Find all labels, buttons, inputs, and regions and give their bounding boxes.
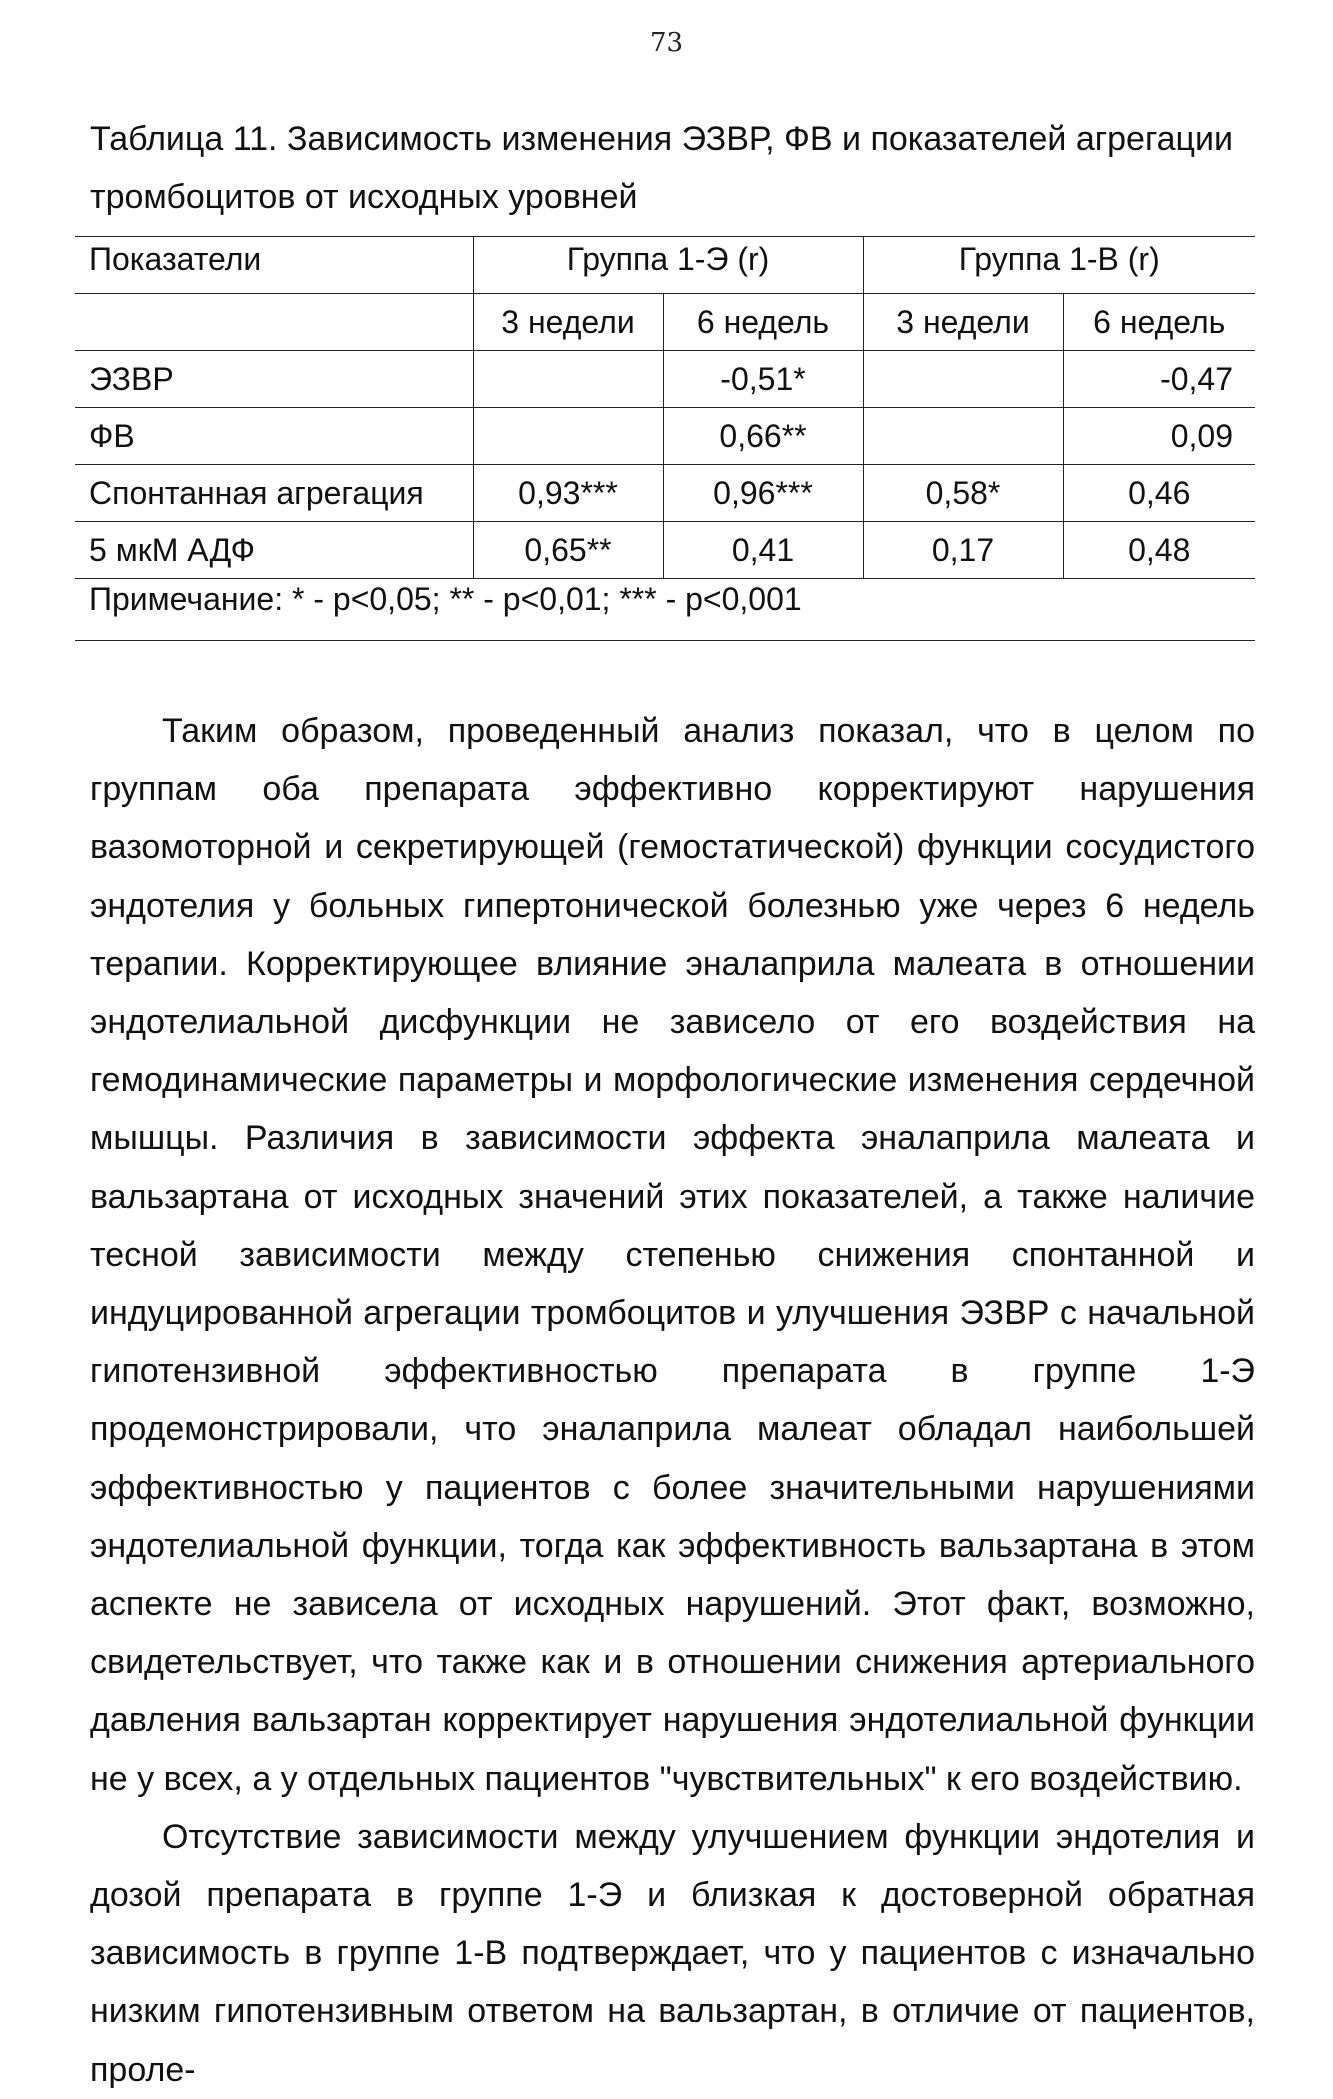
table-header-row	[75, 237, 1255, 294]
table-note-row	[75, 579, 1255, 641]
row-label: 5 мкМ АДФ	[75, 522, 473, 579]
header-group-1v: Группа 1-В (r)	[863, 237, 1255, 294]
subheader-cell: 6 недель	[1063, 294, 1255, 351]
table-cell: 0,41	[663, 522, 863, 579]
table-cell: 0,17	[863, 522, 1063, 579]
table-cell: 0,09	[1063, 408, 1255, 465]
row-label: Спонтанная агрегация	[75, 465, 473, 522]
table-row	[75, 408, 1255, 465]
table-note: Примечание: * - р<0,05; ** - р<0,01; *** - р<0,001	[75, 579, 1255, 641]
subheader-cell: 6 недель	[663, 294, 863, 351]
header-indicator: Показатели	[75, 237, 473, 294]
paragraph: Отсутствие зависимости между улучшением функции эндотелия и дозой препарата в группе 1-Э и близкая к достоверной обратная зависимость в группе 1-В подтверждает, что у пациентов с изначально низким гипотензивным ответом на вальзартан, в отличие от пациентов, проле-	[90, 1817, 1255, 2089]
row-label: ЭЗВР	[75, 351, 473, 408]
table-caption: Таблица 11. Зависимость изменения ЭЗВР, ФВ и показателей агрегации тромбоцитов от исходных уровней	[90, 120, 1233, 216]
correlation-table	[75, 236, 1255, 641]
table-cell	[863, 351, 1063, 408]
table-row	[75, 351, 1255, 408]
table-row	[75, 522, 1255, 579]
subheader-cell: 3 недели	[863, 294, 1063, 351]
table-cell: -0,51*	[663, 351, 863, 408]
body-text	[90, 702, 1255, 2099]
table-cell: -0,47	[1063, 351, 1255, 408]
table-row	[75, 465, 1255, 522]
header-group-1e: Группа 1-Э (r)	[473, 237, 863, 294]
row-label: ФВ	[75, 408, 473, 465]
table-cell	[863, 408, 1063, 465]
table-cell: 0,58*	[863, 465, 1063, 522]
table-cell: 0,93***	[473, 465, 663, 522]
table-cell: 0,66**	[663, 408, 863, 465]
subheader-empty-cell	[75, 294, 473, 351]
table-cell	[473, 351, 663, 408]
table-cell: 0,65**	[473, 522, 663, 579]
table-cell: 0,46	[1063, 465, 1255, 522]
table-cell: 0,96***	[663, 465, 863, 522]
table-subheader-row	[75, 294, 1255, 351]
page-number: 73	[649, 28, 684, 58]
subheader-cell: 3 недели	[473, 294, 663, 351]
table-cell: 0,48	[1063, 522, 1255, 579]
paragraph: Таким образом, проведенный анализ показал, что в целом по группам оба препарата эффективно корректируют нарушения вазомоторной и секретирующей (гемостатической) функции сосудистого эндотелия у больных гипертонической болезнью уже через 6 недель терапии. Корректирующее влияние эналаприла малеата в отношении эндотелиальной дисфункции не зависело от его воздействия на гемодинамические параметры и морфологические изменения сердечной мышцы. Различия в зависимости эффекта эналаприла малеата и вальзартана от исходных значений этих показателей, а также наличие тесной зависимости между степенью снижения спонтанной и индуцированной агрегации тромбоцитов и улучшения ЭЗВР с начальной гипотензивной эффективностью препарата в группе 1-Э продемонстрировали, что эналаприла малеат обладал наибольшей эффективностью у пациентов с более значительными нарушениями эндотелиальной функции, тогда как эффективность вальзартана в этом аспекте не зависела от исходных нарушений. Этот факт, возможно, свидетельствует, что также как и в отношении снижения артериального давления вальзартан корректирует нарушения эндотелиальной функции не у всех, а у отдельных пациентов "чувствительных" к его воздействию.	[90, 712, 1255, 1798]
table-cell	[473, 408, 663, 465]
